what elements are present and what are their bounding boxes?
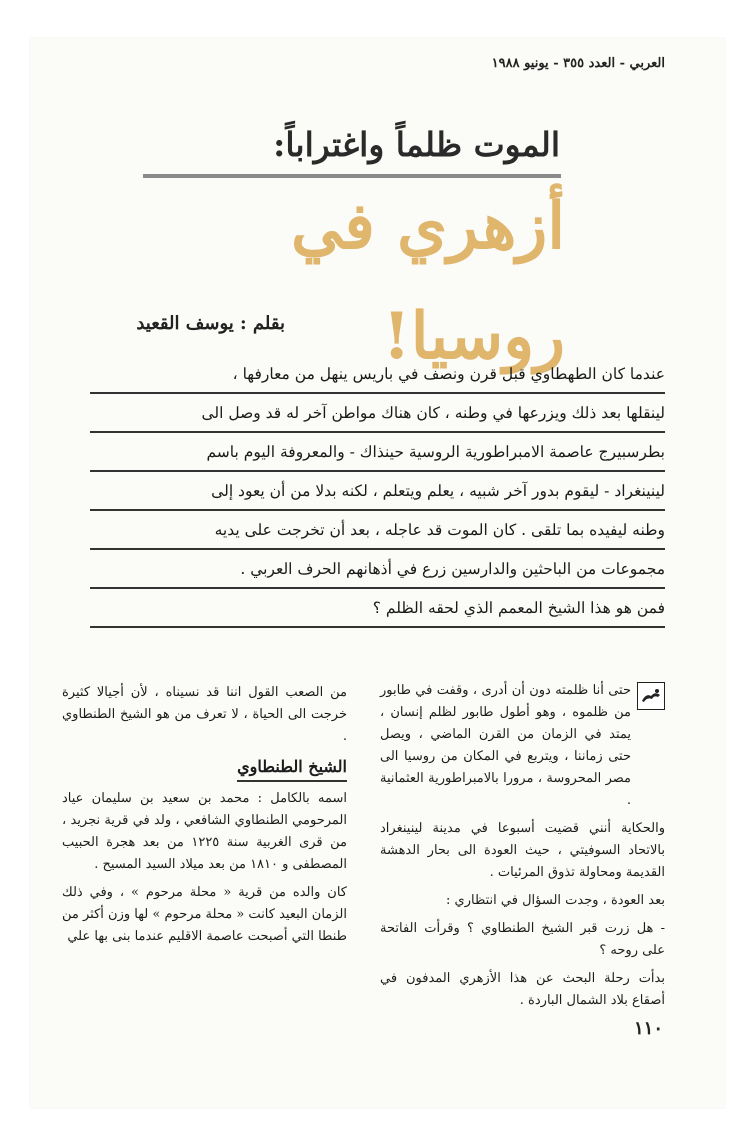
body-paragraph: كان والده من قرية « محلة مرحوم » ، وفي ذلك الزمان البعيد كانت « محلة مرحوم » لها وزن أكثر من طنطا التي أصبحت عاصمة الاقليم عندما بنى بها علي [62,885,347,944]
running-head: العربي - العدد ٣٥٥ - يونيو ١٩٨٨ [491,56,665,71]
lead-line: عندما كان الطهطاوي قبل قرن ونصف في باريس ينهل من معارفها ، [90,355,665,394]
body-paragraph: والحكاية أنني قضيت أسبوعا في مدينة لينينغراد بالاتحاد السوفيتي ، حيث العودة الى بحار الدهشة القديمة ومحاولة تذوق المرئيات . [380,821,665,880]
lead-line: مجموعات من الباحثين والدارسين زرع في أذهانهم الحرف العربي . [90,550,665,589]
body-paragraph: بعد العودة ، وجدت السؤال في انتظاري : [446,893,665,908]
body-column-left [62,682,347,954]
body-column-right [380,680,665,1018]
lead-line: لينينغراد - ليقوم بدور آخر شبيه ، يعلم ويتعلم ، لكنه بدلا من أن يعود إلى [90,472,665,511]
body-paragraph: من الصعب القول اننا قد نسيناه ، لأن أجيالا كثيرة خرجت الى الحياة ، لا تعرف من هو الشيخ الطنطاوي . [62,685,347,744]
body-paragraph: اسمه بالكامل : محمد بن سعيد بن سليمان عياد المرحومي الطنطاوي الشافعي ، ولد في قرية نجريد ، من قرى الغربية سنة ١٢٢٥ من بعد هجرة الحبيب المصطفى و ١٨١٠ من بعد ميلاد السيد المسيح . [62,791,347,872]
lead-line: بطرسبيرج عاصمة الامبراطورية الروسية حينذاك - والمعروفة اليوم باسم [90,433,665,472]
lead-line: وطنه ليفيده بما تلقى . كان الموت قد عاجله ، بعد أن تخرجت على يديه [90,511,665,550]
body-paragraph: بدأت رحلة البحث عن هذا الأزهري المدفون في أصقاع بلاد الشمال الباردة . [380,971,665,1008]
section-subheading: الشيخ الطنطاوي [237,756,347,782]
article-title: أزهري في روسيا! [290,189,565,374]
lead-line: فمن هو هذا الشيخ المعمم الذي لحقه الظلم ؟ [90,589,665,628]
page-number: ١١٠ [633,1018,663,1039]
article-byline: بقلم : يوسف القعيد [136,313,285,334]
body-paragraph: - هل زرت قبر الشيخ الطنطاوي ؟ وقرأت الفاتحة على روحه ؟ [380,921,665,958]
lead-paragraph [90,355,665,628]
article-kicker: الموت ظلماً واغتراباً: [273,125,560,164]
body-paragraph: حتى أنا ظلمته دون أن أدرى ، وقفت في طابور من ظلموه ، وهو أطول طابور لظلم إنسان ، يمتد في الزمان من القرن الماضي ، ويصل حتى زماننا ، ويتربع في المكان من روسيا الى مصر المحروسة ، مرورا بالامبراطورية العثمانية . [380,683,631,808]
lead-line: لينقلها بعد ذلك ويزرعها في وطنه ، كان هناك مواطن آخر له قد وصل الى [90,394,665,433]
